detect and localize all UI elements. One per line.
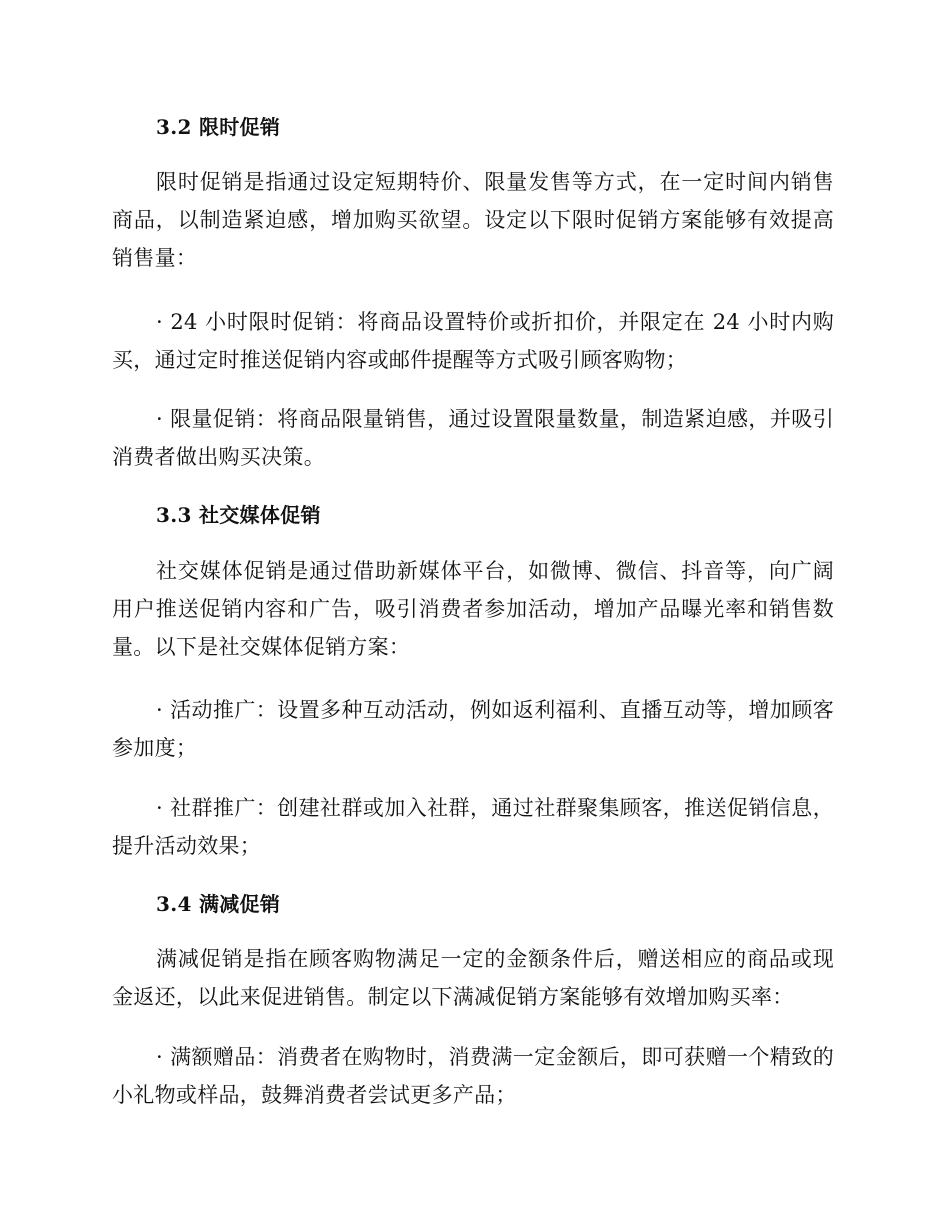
- section-3-3-bullet-2: · 社群推广：创建社群或加入社群，通过社群聚集顾客，推送促销信息，提升活动效果；: [112, 796, 834, 858]
- section-3-3-bullet-1: · 活动推广：设置多种互动活动，例如返利福利、直播互动等，增加顾客参加度；: [112, 698, 834, 760]
- section-3-4-intro: 满减促销是指在顾客购物满足一定的金额条件后，赠送相应的商品或现金返还，以此来促进销售。制定以下满减促销方案能够有效增加购买率：: [112, 947, 834, 1009]
- section-3-2-bullet-1: · 24 小时限时促销：将商品设置特价或折扣价，并限定在 24 小时内购买，通过定时推送促销内容或邮件提醒等方式吸引顾客购物；: [112, 310, 834, 372]
- section-3-4-bullet-1: · 满额赠品：消费者在购物时，消费满一定金额后，即可获赠一个精致的小礼物或样品，鼓舞消费者尝试更多产品；: [112, 1045, 834, 1107]
- section-3-2-bullet-2: · 限量促销：将商品限量销售，通过设置限量数量，制造紧迫感，并吸引消费者做出购买决策。: [112, 407, 834, 469]
- section-heading-3-4: 3.4 满减促销: [156, 892, 281, 916]
- section-3-2-intro: 限时促销是指通过设定短期特价、限量发售等方式，在一定时间内销售商品，以制造紧迫感，增加购买欲望。设定以下限时促销方案能够有效提高销售量：: [112, 170, 834, 270]
- section-heading-3-3: 3.3 社交媒体促销: [156, 503, 321, 527]
- section-heading-3-2: 3.2 限时促销: [156, 115, 281, 139]
- section-3-3-intro: 社交媒体促销是通过借助新媒体平台，如微博、微信、抖音等，向广阔用户推送促销内容和广告，吸引消费者参加活动，增加产品曝光率和销售数量。以下是社交媒体促销方案：: [112, 559, 834, 659]
